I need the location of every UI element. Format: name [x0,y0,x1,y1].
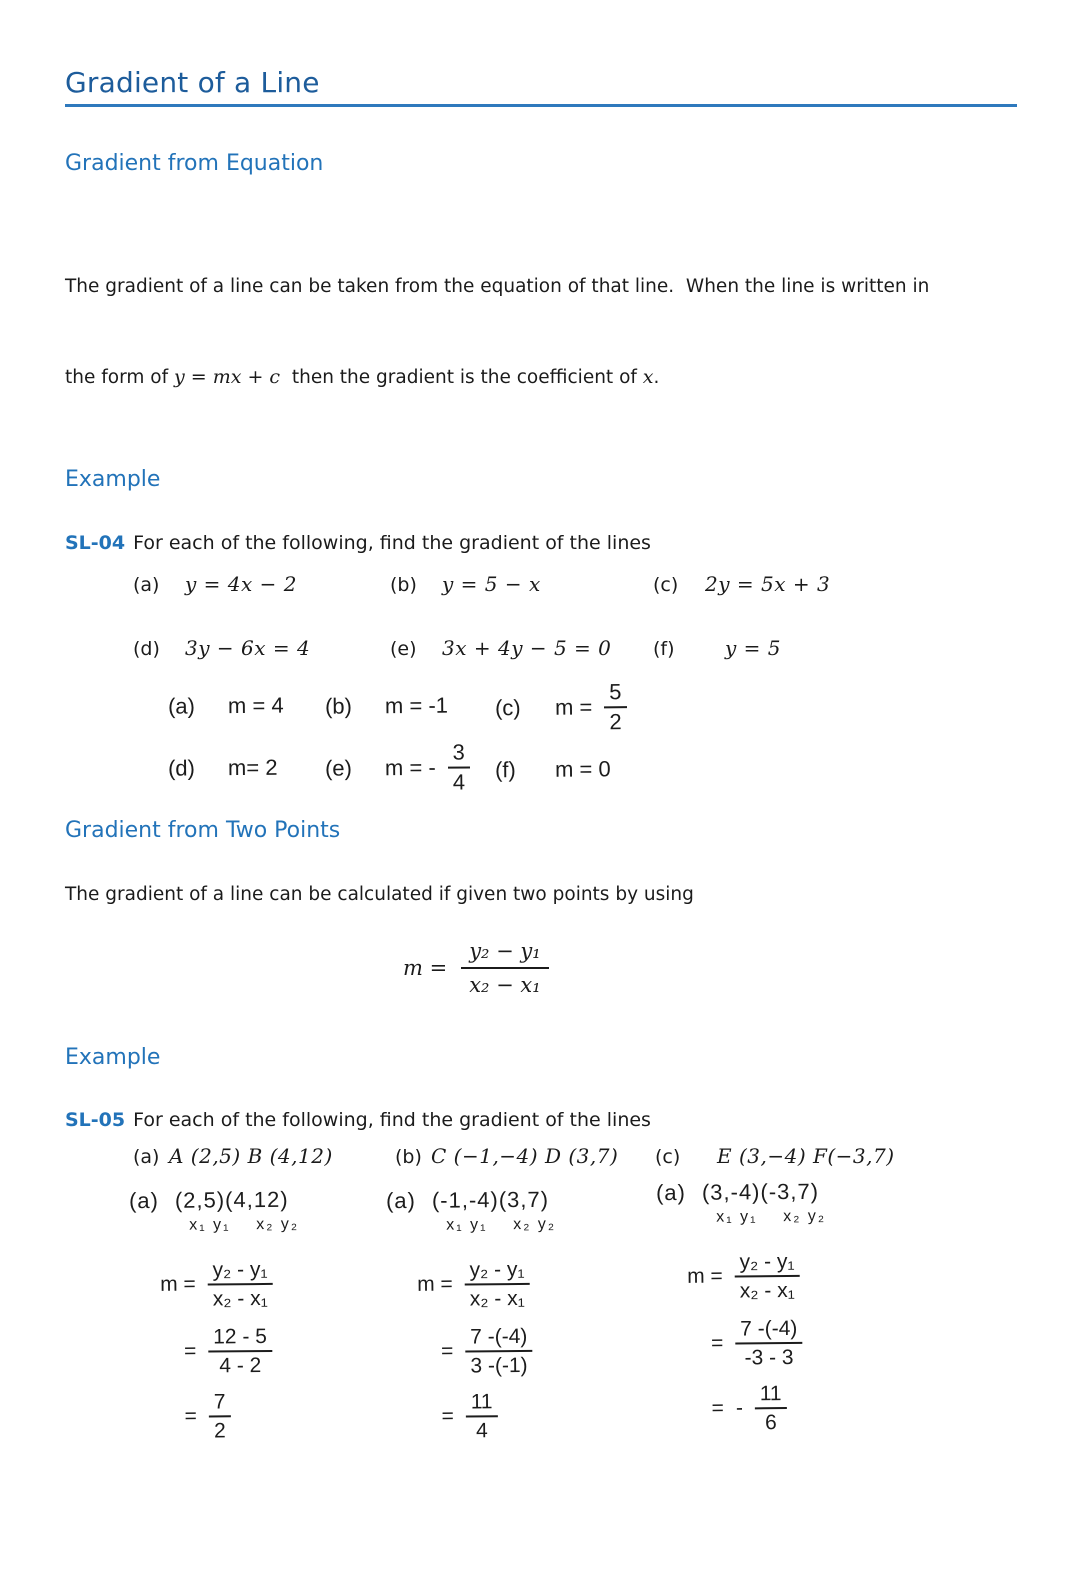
exercise-sl04 [65,531,1017,556]
fraction-numerator: 5 [604,680,626,708]
working-subscripts: x₁ y₁ x₂ y₂ [446,1215,557,1234]
exercise-id-sl04: SL-04 [65,532,126,554]
inline-math-x: x [642,366,654,388]
working-step-1: m = $\frac{\text{y₂ - y₁}}{\text{x₂ - x₁}}$ [677,1249,927,1303]
answer-text: m = 0 [554,756,611,782]
intro-paragraph-equation [65,212,1017,453]
points-item-c [655,1144,1017,1168]
working-label: (a) [655,1180,686,1206]
working-fraction: $\frac{7 -(-4)}{-3 - 3}$ [735,1317,803,1370]
item-label: (a) [133,574,160,596]
inline-math-y-mx-c: y = mx + c [173,366,281,388]
item-label: (a) [133,1146,160,1169]
paragraph-line-2: the form of y = mx + c then the gradient is the coefficient of x. [65,366,660,388]
answer-label: (c) [494,695,521,721]
formula-denominator: x₂ − x₁ [469,973,541,998]
answer-fraction [447,740,470,795]
answer-text: m= 2 [227,754,278,781]
heading-gradient-from-two-points: Gradient from Two Points [65,818,341,843]
answer-label: (f) [494,757,516,783]
points-expression: C (−1,−4) D (3,7) [431,1144,619,1169]
working-points: (3,-4)(-3,7) [701,1179,820,1206]
exercise-prompt-sl04: For each of the following, find the gradient of the lines [133,532,651,554]
formula-lhs: m = [403,956,448,981]
equation-item-f [653,636,1017,660]
sl04-equation-grid [65,572,1017,660]
sl05-points-row [65,1144,1017,1168]
points-expression: E (3,−4) F(−3,7) [717,1144,895,1169]
answer-item-e [325,736,496,799]
item-label: (b) [395,1146,422,1169]
equation-item-d [133,636,390,660]
heading-example-1: Example [65,467,161,492]
exercise-id-sl05: SL-05 [65,1109,126,1132]
exercise-prompt-sl05: For each of the following, find the gradient of the lines [133,1109,651,1132]
working-column-b [386,1186,658,1444]
working-label: (a) [128,1188,159,1214]
points-item-b [395,1144,655,1168]
equation-item-c [653,572,1017,596]
working-points: (2,5)(4,12) [174,1187,289,1214]
answer-item-f [495,735,1018,802]
sl05-handwritten-workings [65,1179,1017,1497]
answer-item-c [495,673,1018,740]
formula-numerator: y₂ − y₁ [461,939,549,969]
item-label: (d) [133,638,160,660]
working-step-2: = $\frac{12 - 5}{4 - 2}$ [150,1324,400,1378]
equation-expression: y = 5 − x [442,572,541,596]
heading-example-2: Example [65,1045,161,1071]
answer-text: m = - [384,754,436,781]
result-fraction: $\frac{11}{6}$ [755,1383,787,1435]
points-expression: A (2,5) B (4,12) [169,1144,333,1169]
item-label: (e) [390,638,417,660]
answer-text: m = 4 [227,692,284,719]
working-step-1: m = $\frac{\text{y₂ - y₁}}{\text{x₂ - x₁}}$ [407,1257,657,1311]
working-subscripts: x₁ y₁ x₂ y₂ [189,1215,300,1234]
answer-label: (e) [324,755,352,781]
working-head [386,1186,656,1214]
heading-gradient-from-equation: Gradient from Equation [65,151,324,176]
working-label: (a) [385,1188,416,1214]
working-step-3: = - $\frac{11}{6}$ [678,1381,928,1435]
working-points: (-1,-4)(3,7) [431,1187,550,1214]
working-column-a [129,1186,401,1444]
equation-expression: 3y − 6x = 4 [185,636,311,660]
result-fraction: $\frac{11}{4}$ [466,1391,498,1443]
working-fraction: $\frac{\text{y₂ - y₁}}{\text{x₂ - x₁}}$ [208,1258,273,1311]
item-label: (c) [653,574,679,596]
working-fraction: $\frac{12 - 5}{4 - 2}$ [208,1325,272,1378]
working-fraction: $\frac{\text{y₂ - y₁}}{\text{x₂ - x₁}}$ [465,1258,530,1311]
answer-label: (b) [324,693,352,719]
answer-text: m = [554,694,593,720]
answer-label: (a) [167,693,195,719]
paragraph-line-1: The gradient of a line can be taken from the equation of that line. When the line is written in [65,276,930,297]
worksheet-page [0,66,1080,1593]
fraction-denominator: 4 [452,769,466,795]
equation-item-b [390,572,653,596]
answer-item-d [168,736,326,799]
working-subscripts: x₁ y₁ x₂ y₂ [716,1207,827,1226]
sl04-handwritten-answers [65,675,1017,799]
working-step-1: m = $\frac{\text{y₂ - y₁}}{\text{x₂ - x₁}}$ [150,1257,400,1311]
equation-item-e [390,636,653,660]
item-label: (c) [655,1146,681,1169]
result-fraction: $\frac{7}{2}$ [209,1391,231,1443]
equation-expression: 2y = 5x + 3 [705,572,831,596]
equation-expression: y = 5 [725,636,781,660]
title-rule [65,104,1017,107]
equation-item-a [133,572,390,596]
gradient-formula [403,939,1017,997]
answer-fraction [604,680,627,735]
working-head [129,1186,399,1214]
result-sign: - [735,1397,743,1421]
item-label: (b) [390,574,417,596]
points-item-a [133,1144,395,1168]
working-step-2: = $\frac{7 -(-4)}{3 -(-1)}$ [407,1324,657,1378]
working-column-c [656,1178,928,1436]
answer-item-b [325,674,496,737]
equation-expression: y = 4x − 2 [185,572,297,596]
exercise-sl05 [65,1108,1017,1133]
working-step-3: = $\frac{7}{2}$ [151,1389,401,1443]
fraction-numerator: 3 [447,740,469,768]
item-label: (f) [653,638,675,660]
intro-paragraph-two-points: The gradient of a line can be calculated if given two points by using [65,884,694,905]
working-fraction: $\frac{\text{y₂ - y₁}}{\text{x₂ - x₁}}$ [735,1250,800,1303]
formula-fraction [461,939,549,997]
working-step-3: = $\frac{11}{4}$ [408,1389,658,1443]
working-head [656,1178,926,1206]
equation-expression: 3x + 4y − 5 = 0 [442,636,612,660]
answer-item-a [168,674,326,737]
page-title: Gradient of a Line [65,66,320,99]
fraction-denominator: 2 [609,709,622,735]
answer-label: (d) [167,755,195,781]
answer-text: m = -1 [384,692,449,719]
working-fraction: $\frac{7 -(-4)}{3 -(-1)}$ [465,1325,533,1378]
working-step-2: = $\frac{7 -(-4)}{-3 - 3}$ [677,1316,927,1370]
